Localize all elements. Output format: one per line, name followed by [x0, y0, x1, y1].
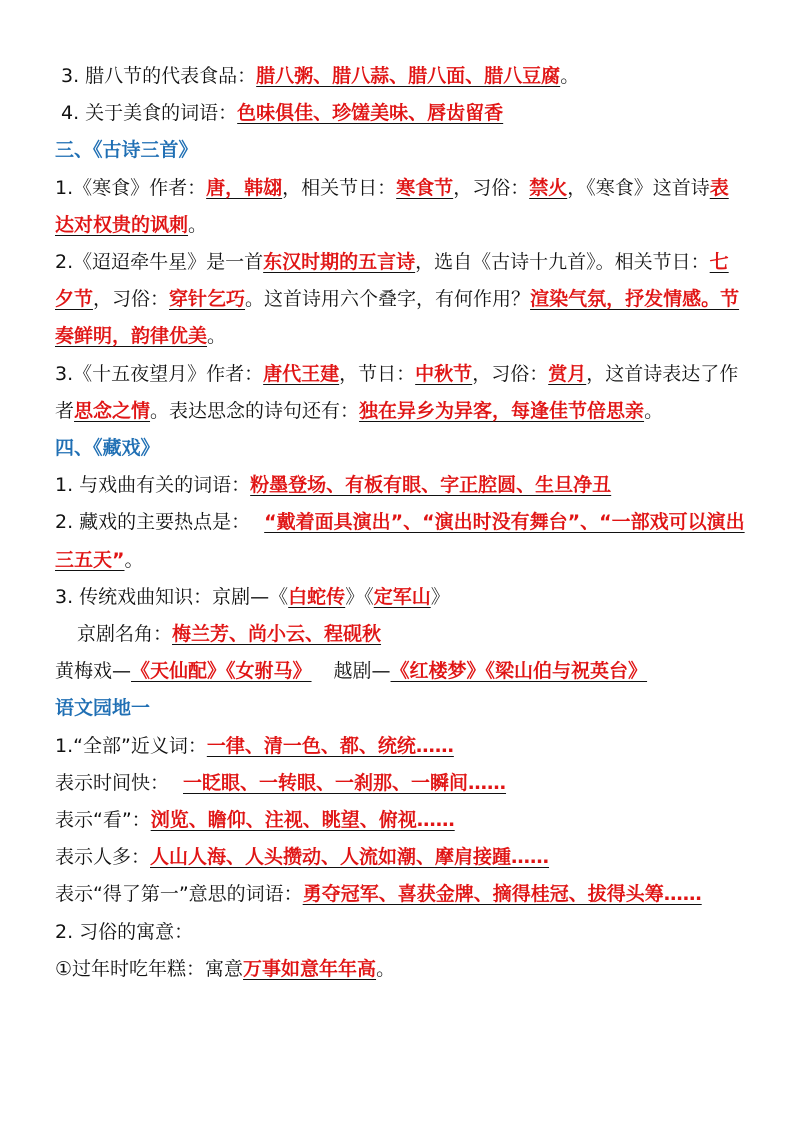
item-look: 表示“看”：浏览、瞻仰、注视、眺望、俯视…… — [55, 809, 455, 832]
item-shiwuye: 3.《十五夜望月》作者：唐代王建，节日：中秋节，习俗：赏月，这首诗表达了作者思念之情。表达思念的诗句还有：独在异乡为异客，每逢佳节倍思亲。 — [55, 362, 739, 422]
section-heading-ancient-poems: 三、《古诗三首》 — [55, 139, 198, 162]
answer: 表达对权贵的讽刺 — [55, 176, 729, 236]
answer: 粉墨登场、有板有眼、字正腔圆、生旦净丑 — [250, 474, 612, 497]
item-laba-foods: 3. 腊八节的代表食品：腊八粥、腊八蒜、腊八面、腊八豆腐。 — [61, 65, 580, 87]
answer: 思念之情 — [74, 399, 151, 422]
answer: 东汉时期的五言诗 — [263, 251, 416, 274]
answer: 一律、清一色、都、统统…… — [206, 734, 454, 757]
answer: 赏月 — [548, 362, 587, 385]
item-tiaotiao: 2.《迢迢牵牛星》是一首东汉时期的五言诗，选自《古诗十九首》。相关节日：七夕节，习俗：穿针乞巧。这首诗用六个叠字，有何作用？渲染气氛，抒发情感。节奏鲜明，韵律优美。 — [55, 251, 740, 348]
item-time-fast: 表示时间快： 一眨眼、一转眼、一刹那、一瞬间…… — [55, 771, 507, 794]
section-heading-chinese-garden: 语文园地一 — [55, 697, 151, 720]
answer: 定军山 — [373, 585, 431, 608]
answer: 唐，韩翃 — [206, 176, 283, 199]
answer: “戴着面具演出”、“演出时没有舞台”、“一部戏可以演出三五天” — [55, 511, 745, 571]
answer: 穿针乞巧 — [169, 288, 246, 311]
item-peking-opera-masters: 京剧名角：梅兰芳、尚小云、程砚秋 — [77, 623, 382, 646]
item-traditional-opera: 3. 传统戏曲知识：京剧—《白蛇传》《定军山》 — [55, 585, 450, 608]
item-synonyms-all: 1.“全部”近义词：一律、清一色、都、统统…… — [55, 734, 454, 757]
item-opera-words: 1. 与戏曲有关的词语：粉墨登场、有板有眼、字正腔圆、生旦净丑 — [55, 474, 612, 497]
answer: 禁火 — [529, 176, 568, 199]
answer: 万事如意年年高 — [243, 957, 377, 980]
answer: 渲染气氛，抒发情感。节奏鲜明，韵律优美 — [55, 288, 740, 348]
answer: 梅兰芳、尚小云、程砚秋 — [172, 623, 382, 646]
answer: 白蛇传 — [288, 585, 346, 608]
answer: 色味俱佳、珍馐美味、唇齿留香 — [237, 102, 504, 125]
answer: 一眨眼、一转眼、一刹那、一瞬间…… — [183, 771, 507, 794]
item-huangmei-yue: 黄梅戏—《天仙配》《女驸马》 越剧—《红楼梦》《梁山伯与祝英台》 — [55, 660, 648, 683]
item-many-people: 表示人多：人山人海、人头攒动、人流如潮、摩肩接踵…… — [55, 846, 550, 869]
answer: 独在异乡为异客，每逢佳节倍思亲 — [359, 399, 645, 422]
answer: 《红楼梦》《梁山伯与祝英台》 — [390, 660, 648, 683]
answer: 七夕节 — [55, 251, 729, 311]
item-food-words: 4. 关于美食的词语：色味俱佳、珍馐美味、唇齿留香 — [61, 102, 504, 125]
answer: 中秋节 — [415, 362, 473, 385]
item-customs-meaning: 2. 习俗的寓意： — [55, 920, 194, 943]
answer: 勇夺冠军、喜获金牌、摘得桂冠、拔得头筹…… — [302, 883, 702, 906]
answer: 浏览、瞻仰、注视、眺望、俯视…… — [150, 809, 455, 832]
answer: 人山人海、人头攒动、人流如潮、摩肩接踵…… — [150, 846, 550, 869]
item-hanshi: 1.《寒食》作者：唐，韩翃，相关节日：寒食节，习俗：禁火，《寒食》这首诗表达对权贵的讽刺。 — [55, 176, 729, 236]
item-first-place: 表示“得了第一”意思的词语：勇夺冠军、喜获金牌、摘得桂冠、拔得头筹…… — [55, 883, 702, 906]
answer: 寒食节 — [396, 176, 454, 199]
answer: 《天仙配》《女驸马》 — [131, 660, 312, 683]
answer: 腊八粥、腊八蒜、腊八面、腊八豆腐 — [256, 65, 561, 87]
answer: 唐代王建 — [263, 362, 340, 385]
item-nian-gao: ①过年时吃年糕：寓意万事如意年年高。 — [55, 957, 396, 980]
section-heading-tibetan-opera: 四、《藏戏》 — [55, 437, 160, 460]
item-tibetan-opera-features: 2. 藏戏的主要热点是： “戴着面具演出”、“演出时没有舞台”、“一部戏可以演出三五天”。 — [55, 511, 745, 571]
document-page — [55, 58, 745, 988]
